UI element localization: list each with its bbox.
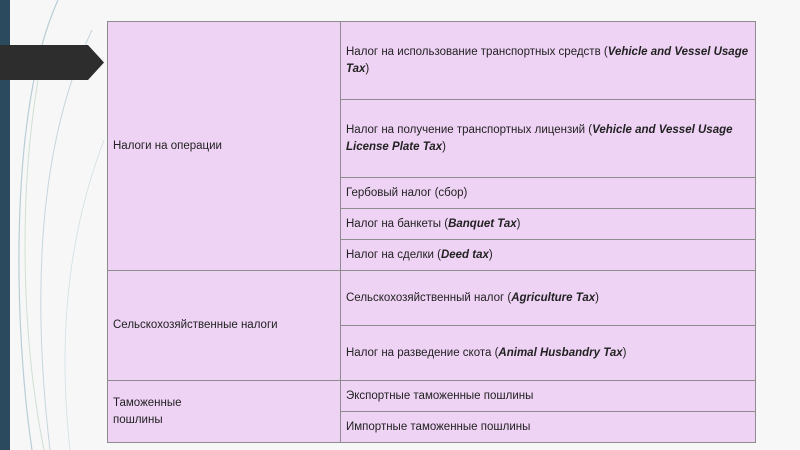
table-row xyxy=(108,271,756,326)
tax-item: Налог на разведение скота (Animal Husbandry Tax) xyxy=(341,326,756,381)
category-cell: Таможенные пошлины xyxy=(108,381,341,443)
tax-item: Экспортные таможенные пошлины xyxy=(341,381,756,412)
tax-item: Гербовый налог (сбор) xyxy=(341,178,756,209)
tax-item: Налог на получение транспортных лицензий (Vehicle and Vessel Usage License Plate Tax) xyxy=(341,100,756,178)
tax-item: Налог на использование транспортных средств (Vehicle and Vessel Usage Tax) xyxy=(341,22,756,100)
table-row xyxy=(108,22,756,100)
category-cell: Налоги на операции xyxy=(108,22,341,271)
tax-item: Налог на сделки (Deed tax) xyxy=(341,240,756,271)
tax-item: Налог на банкеты (Banquet Tax) xyxy=(341,209,756,240)
tax-item: Импортные таможенные пошлины xyxy=(341,412,756,443)
arrow-tab-icon xyxy=(0,45,104,80)
tax-item: Сельскохозяйственный налог (Agriculture Tax) xyxy=(341,271,756,326)
category-cell: Сельскохозяйственные налоги xyxy=(108,271,341,381)
table-row xyxy=(108,381,756,412)
tax-table xyxy=(107,21,756,443)
